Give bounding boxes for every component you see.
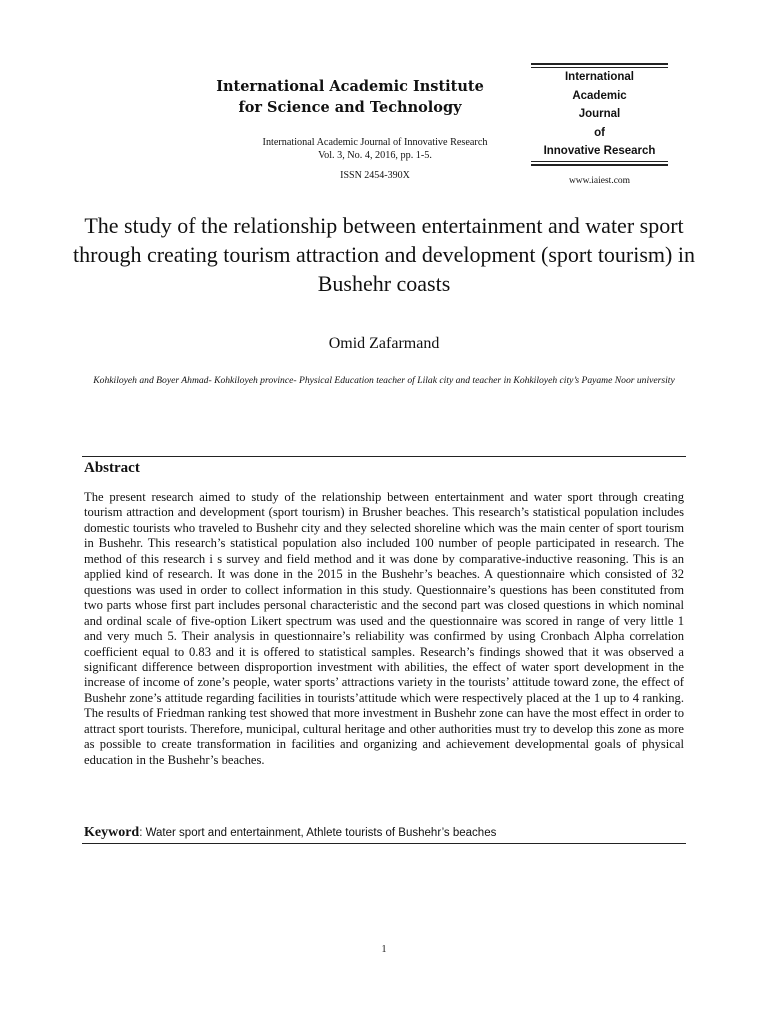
abstract-body: The present research aimed to study of the relationship between entertainment and water sport through creating tourism attraction and development (sport tourism) in Brusher beaches. This research’s statistical population includes domestic tourists who traveled to Bushehr city and they selected shoreline which was the main center of sport tourism in Bushehr. This research’s statistical population also included 100 number of people participated in research. The method of this research i s survey and field method and it was done by comparative-inductive reasoning. This is an applied kind of research. It was done in the 2015 in the Bushehr’s beaches. A questionnaire which consisted of 32 questions was used in order to collect information in this study. Questionnaire’s questions has been constituted from two parts whose first part includes personal characteristic and the second part was closed questions in which nominal and ordinal scale of five-option Likert spectrum was used and the questionnaire was scored in range of very little 1 and very much 5. Their analysis in questionnaire’s reliability was confirmed by using Cronbach Alpha correlation coefficient equal to 0.83 and it is offered to statistical samples. Research’s findings showed that it was observed a significant difference between disproportion investment with abilities, the effect of water sport development in the increase of income of zone’s people, water sports’ attractions variety in the tourists’ attitude toward zone, the effect of Bushehr zone’s attitude regarding facilities in tourists’attitude which were respectively placed at the 1 up to 4 ranking. The results of Friedman ranking test showed that more investment in Bushehr zone can have the most effect in order to attract sport tourists. Therefore, municipal, cultural heritage and other authorities must try to develop this zone as more as possible to create transformation in facilities and organizing and achievement developmental goals of physical education in the Bushehr’s beaches. bbox=[84, 490, 684, 767]
journal-box-line-4: of bbox=[594, 126, 605, 139]
page-number: 1 bbox=[381, 944, 387, 955]
journal-box-line-2: Academic bbox=[572, 89, 627, 102]
keywords-label: Keyword bbox=[84, 825, 140, 840]
journal-website-link[interactable]: www.iaiest.com bbox=[568, 176, 631, 186]
journal-box-line-1: International bbox=[564, 71, 634, 83]
author-name: Omid Zafarmand bbox=[328, 335, 440, 352]
keywords bbox=[84, 824, 684, 841]
abstract-top-rule bbox=[82, 456, 686, 457]
issn: ISSN 2454-390X bbox=[340, 170, 410, 181]
institute-line-1: International Academic Institute bbox=[216, 78, 484, 95]
journal-box-inner-rule-top bbox=[531, 67, 668, 68]
journal-box-line-5: Innovative Research bbox=[543, 145, 656, 157]
keywords-bottom-rule bbox=[82, 843, 686, 844]
journal-citation-line-1: International Academic Journal of Innovative Research bbox=[262, 137, 488, 148]
journal-citation bbox=[225, 137, 525, 162]
keywords-text: : Water sport and entertainment, Athlete tourists of Bushehr’s beaches bbox=[139, 827, 497, 839]
institute-name bbox=[200, 76, 500, 118]
abstract-heading: Abstract bbox=[84, 460, 140, 476]
author-affiliation: Kohkiloyeh and Boyer Ahmad- Kohkiloyeh province- Physical Education teacher of Lilak city and teacher in Kohkiloyeh city’s Payame Noor university bbox=[93, 375, 675, 386]
journal-citation-line-2: Vol. 3, No. 4, 2016, pp. 1-5. bbox=[318, 149, 432, 161]
journal-box-inner-rule-bottom bbox=[531, 161, 668, 162]
journal-box-line-3: Journal bbox=[578, 108, 621, 120]
institute-line-2: for Science and Technology bbox=[238, 99, 462, 116]
journal-logo-box bbox=[531, 63, 668, 166]
paper-title: The study of the relationship between entertainment and water sport through creating tourism attraction and development (sport tourism) in Bushehr coasts bbox=[73, 213, 695, 296]
